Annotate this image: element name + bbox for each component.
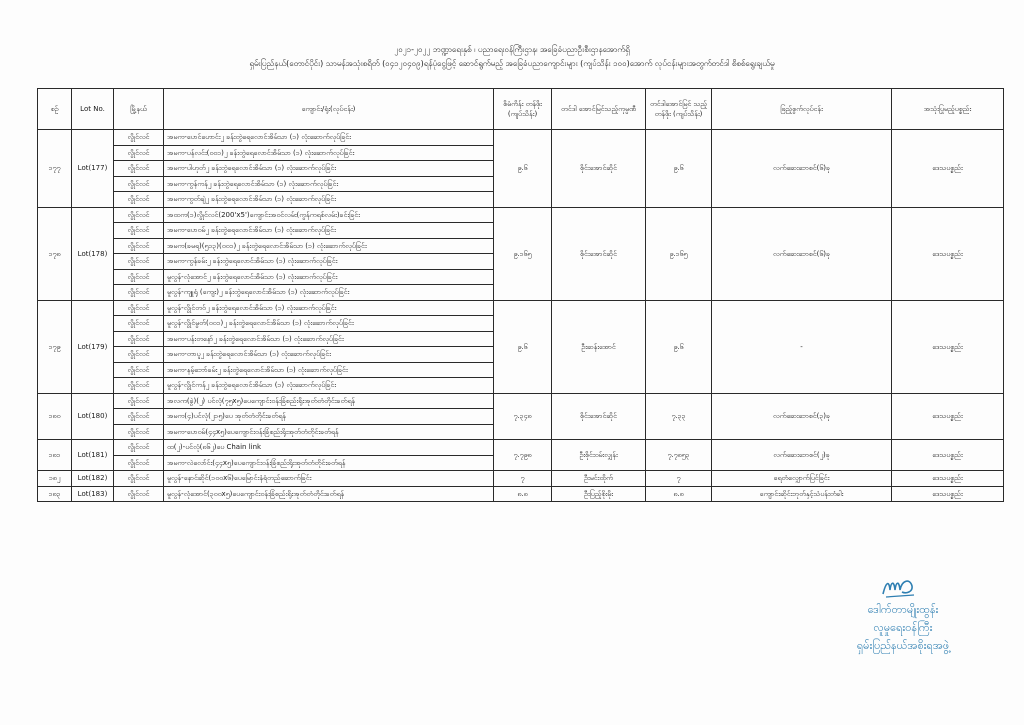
cell-no: ၁၇၉	[38, 300, 72, 393]
cell-work: မူလွန်-လွိုင်တဝ်၂ ခန်းတွဲရေလောင်အိမ်သာ (၁) လုံးဆောက်လုပ်ခြင်း	[164, 300, 494, 316]
cell-winning-value: ၉.၆	[646, 130, 712, 208]
cell-township: လွိုင်လင်	[114, 130, 164, 146]
cell-township: လွိုင်လင်	[114, 223, 164, 239]
cell-work-type: ကျောင်းဆိုင်းဘုတ်နှင့်သံပန်းတံခါး	[712, 486, 892, 502]
cell-township: လွိုင်လင်	[114, 300, 164, 316]
table-body	[38, 130, 1004, 502]
cell-work: မူလွန်-လုံအောင်(၃၀၀x၅)ပေကျောင်းဝန်းခြံစည်းရိုးအုတ်တံတိုင်းခတ်ရန်	[164, 486, 494, 502]
cell-work-type: လက်ဆေးဘေစင်(၆)ခု	[712, 130, 892, 208]
cell-work: အမက-ပါဟုတ်၂ ခန်းတွဲရေလောင်အိမ်သာ (၁) လုံးဆောက်လုပ်ခြင်း	[164, 161, 494, 177]
cell-estimate: ၈.၈	[494, 486, 552, 502]
cell-township: လွိုင်လင်	[114, 161, 164, 177]
document-title-line-2: ရှမ်းပြည်နယ်(တောင်ပိုင်း) သာမန်အသုံးစရိတ် (၀၄၁၂၀၄၀၉)ရန်ပုံငွေဖြင့် ဆောင်ရွက်မည့် အခြေခံပညာကျောင်းများ (ကျပ်သိန်း ၁၀၀)အောက် လုပ်ငန်းများအတွက်တင်ဒါ စိစစ်ရွေးချယ်မှု	[249, 59, 775, 68]
cell-budget: ဒေသပစ္စည်း	[892, 207, 1004, 300]
cell-winning-value: ၉.၁၆၅	[646, 207, 712, 300]
cell-no: ၁၈၀	[38, 393, 72, 440]
cell-estimate: ၉.၁၆၅	[494, 207, 552, 300]
cell-township: လွိုင်လင်	[114, 254, 164, 270]
cell-lot: Lot(179)	[72, 300, 114, 393]
cell-lot: Lot(183)	[72, 486, 114, 502]
column-header-work: ကျောင်း/ရုံး(လုပ်ငန်း)	[164, 89, 494, 130]
column-header-budget: အသုံးပြုမည့်ပစ္စည်း	[892, 89, 1004, 130]
cell-township: လွိုင်လင်	[114, 331, 164, 347]
cell-budget: ဒေသပစ္စည်း	[892, 486, 1004, 502]
column-header-winner: တင်ဒါ အောင်မြင်သည့်ကုမ္ပဏီ	[552, 89, 646, 130]
cell-no: ၁၇၇	[38, 130, 72, 208]
cell-no: ၁၈၃	[38, 486, 72, 502]
cell-estimate: ၇.၇၉၈	[494, 440, 552, 471]
table-row	[38, 486, 1004, 502]
cell-work: အမက(ခမရ)(၅၁၃)(၀၀၁)၂ ခန်းတွဲရေလောင်အိမ်သာ (၁) လုံးဆောက်လုပ်ခြင်း	[164, 238, 494, 254]
cell-lot: Lot(177)	[72, 130, 114, 208]
table-row	[38, 300, 1004, 316]
cell-township: လွိုင်လင်	[114, 378, 164, 394]
cell-township: လွိုင်လင်	[114, 409, 164, 425]
cell-township: လွိုင်လင်	[114, 455, 164, 471]
cell-work: အမက-တာပူ၂ ခန်းတွဲရေလောင်အိမ်သာ (၁) လုံးဆောက်လုပ်ခြင်း	[164, 347, 494, 363]
table-row	[38, 130, 1004, 146]
cell-township: လွိုင်လင်	[114, 362, 164, 378]
cell-township: လွိုင်လင်	[114, 393, 164, 409]
cell-work: အမက-ပောဝမ်၂ ခန်းတွဲရေလောင်အိမ်သာ (၁) လုံးဆောက်လုပ်ခြင်း	[164, 223, 494, 239]
cell-lot: Lot(180)	[72, 393, 114, 440]
cell-budget: ဒေသပစ္စည်း	[892, 440, 1004, 471]
cell-winning-value: ၈.၈	[646, 486, 712, 502]
cell-work: အမက-ပန်လင်း(၀၀၁)၂ ခန်းတွဲရေလောင်အိမ်သာ (၁) လုံးဆောက်လုပ်ခြင်း	[164, 145, 494, 161]
cell-township: လွိုင်လင်	[114, 269, 164, 285]
cell-work-type: -	[712, 300, 892, 393]
column-header-estimate: စိမံကိန်း တန်ဖိုး (ကျပ်သိန်း)	[494, 89, 552, 130]
cell-work: မူလွန်-နောင်ဆိုင်(၁၀၀x၆)ပေမြောင်းနံရံတည်ဆောက်ခြင်း	[164, 471, 494, 487]
cell-work: မူလွန်-လုံအောင်၂ ခန်းတွဲရေလောင်အိမ်သာ (၁) လုံးဆောက်လုပ်ခြင်း	[164, 269, 494, 285]
cell-estimate: ၇	[494, 471, 552, 487]
cell-no: ၁၈၁	[38, 440, 72, 471]
cell-estimate: ၉.၆	[494, 300, 552, 393]
signatory-title: လူမှုရေးဝန်ကြီး	[873, 621, 933, 634]
cell-township: လွိုင်လင်	[114, 347, 164, 363]
cell-township: လွိုင်လင်	[114, 238, 164, 254]
cell-township: လွိုင်လင်	[114, 176, 164, 192]
cell-township: လွိုင်လင်	[114, 316, 164, 332]
document-title-line-1: ၂၀၂၁-၂၀၂၂ ဘဏ္ဍာရေးနှစ် ၊ ပညာရေးဝန်ကြီးဌာန၊ အခြေခံပညာဦးစီးဌာနအောက်ရှိ	[394, 45, 630, 54]
cell-work: အမက-နမ့်ဘော်ခမ်း၂ ခန်းတွဲရေလောင်အိမ်သာ (၁) လုံးဆောက်လုပ်ခြင်း	[164, 362, 494, 378]
signatory-name: ဒေါက်တာမျိုးထွန်း	[867, 603, 939, 616]
cell-lot: Lot(178)	[72, 207, 114, 300]
cell-winner: ဦးမင်းထိုက်	[552, 471, 646, 487]
cell-work: ထ(၂)-ပင်လုံ(၈၆၂)ပေ Chain link	[164, 440, 494, 456]
cell-township: လွိုင်လင်	[114, 471, 164, 487]
cell-budget: ဒေသပစ္စည်း	[892, 130, 1004, 208]
cell-no: ၁၇၈	[38, 207, 72, 300]
cell-township: လွိုင်လင်	[114, 145, 164, 161]
tender-results-table	[37, 88, 1004, 502]
cell-winner: ဦးဆန်းအောင်	[552, 300, 646, 393]
cell-winner: ဦးစိုင်းဝမ်းလျှန်း	[552, 440, 646, 471]
cell-estimate: ၇.၃၄၈	[494, 393, 552, 440]
cell-township: လွိုင်လင်	[114, 192, 164, 208]
column-header-work-type: ဖြည့်စွက်လုပ်ငန်း	[712, 89, 892, 130]
table-row	[38, 440, 1004, 456]
cell-winning-value: ၇.၃၃	[646, 393, 712, 440]
cell-work: မူလွန်-လွိုင်ကန်၂ ခန်းတွဲရေလောင်အိမ်သာ (၁) လုံးဆောက်လုပ်ခြင်း	[164, 378, 494, 394]
cell-work: အမက-ကွတ်ချဲ၂ ခန်းတွဲရေလောင်အိမ်သာ (၁) လုံးဆောက်လုပ်ခြင်း	[164, 192, 494, 208]
cell-work-type: လက်ဆေးဘေစင်(၂)ခု	[712, 440, 892, 471]
signature-icon	[880, 576, 920, 600]
table-row	[38, 207, 1004, 223]
cell-work: အမက-ကွန်ကန်၂ ခန်းတွဲရေလောင်အိမ်သာ (၁) လုံးဆောက်လုပ်ခြင်း	[164, 176, 494, 192]
cell-township: လွိုင်လင်	[114, 207, 164, 223]
cell-work: အမက(၄)ပင်လုံ(၂၁၅)ပေ အုတ်တံတိုင်းခတ်ရန်	[164, 409, 494, 425]
cell-work: မူလွန်-ကျူရုံ (ကျေး)၂ ခန်းတွဲရေလောင်အိမ်သာ (၁) လုံးဆောက်လုပ်ခြင်း	[164, 285, 494, 301]
cell-winning-value: ၉.၆	[646, 300, 712, 393]
cell-lot: Lot(182)	[72, 471, 114, 487]
signatory-organization: ရှမ်းပြည်နယ်အစိုးရအဖွဲ့	[856, 639, 950, 652]
cell-work: အမက-ပန်းတနော်၂ ခန်းတွဲရေလောင်အိမ်သာ (၁) လုံးဆောက်လုပ်ခြင်း	[164, 331, 494, 347]
cell-budget: ဒေသပစ္စည်း	[892, 393, 1004, 440]
cell-winning-value: ၇	[646, 471, 712, 487]
cell-lot: Lot(181)	[72, 440, 114, 471]
column-header-no: စဉ်	[38, 89, 72, 130]
cell-township: လွိုင်လင်	[114, 440, 164, 456]
cell-no: ၁၈၂	[38, 471, 72, 487]
cell-work-type: လက်ဆေးဘေစင်(၃)ခု	[712, 393, 892, 440]
cell-work: အလက(ခွဲ)(၂) ပင်လုံ(၇၅x၅)ပေကျောင်းဝန်းခြံစည်းရိုးအုတ်တံတိုင်းခတ်ရန်	[164, 393, 494, 409]
cell-township: လွိုင်လင်	[114, 424, 164, 440]
cell-budget: ဒေသပစ္စည်း	[892, 471, 1004, 487]
cell-work: အမက-ကွန်ခမ်း၂ ခန်းတွဲရေလောင်အိမ်သာ (၁) လုံးဆောက်လုပ်ခြင်း	[164, 254, 494, 270]
cell-work: မူလွန်-လွိုင်မွတ်(၀၀၁)၂ ခန်းတွဲရေလောင်အိမ်သာ (၁) လုံးဆောက်လုပ်ခြင်း	[164, 316, 494, 332]
cell-winner: စိုင်းအောင်ဆိုင်	[552, 393, 646, 440]
cell-work: အထက(၁)လွိုင်လင်(200'x5')ကျောင်းအဝင်လမ်း(ကွန်ကရစ်လမ်း)ခင်းခြင်း	[164, 207, 494, 223]
table-row	[38, 393, 1004, 409]
cell-winning-value: ၇.၇၈၅၃	[646, 440, 712, 471]
cell-winner: စိုင်းအောင်ဆိုင်	[552, 130, 646, 208]
column-header-winning-value: တင်ဒါအောင်မြင် သည့်တန်ဖိုး (ကျပ်သိန်း)	[646, 89, 712, 130]
cell-winner: ဦးပြည့်စိုးမိုး	[552, 486, 646, 502]
table-header-row	[38, 89, 1004, 130]
cell-work: အမက-ပောင်ဟောင်း၂ ခန်းတွဲရေလောင်အိမ်သာ (၁) လုံးဆောက်လုပ်ခြင်း	[164, 130, 494, 146]
table-row	[38, 471, 1004, 487]
column-header-lot: Lot No.	[72, 89, 114, 130]
cell-work-type: ရေတံလျှောက်ပြင်ခြင်း	[712, 471, 892, 487]
cell-township: လွိုင်လင်	[114, 285, 164, 301]
cell-work-type: လက်ဆေးဘေစင်(၆)ခု	[712, 207, 892, 300]
cell-budget: ဒေသပစ္စည်း	[892, 300, 1004, 393]
cell-township: လွိုင်လင်	[114, 486, 164, 502]
cell-work: အမက-လဲလော်င်း(၄၄x၅)ပေကျောင်းဝန်းခြံစည်းရိုးအုတ်တံတိုင်းခတ်ရန်	[164, 455, 494, 471]
cell-work: အမက-ပောဝမ်(၄၄x၅)ပေကျောင်းဝန်းခြံစည်းရိုးအုတ်တံတိုင်းခတ်ရန်	[164, 424, 494, 440]
column-header-township: မြို့နယ်	[114, 89, 164, 130]
cell-winner: စိုင်းအောင်ဆိုင်	[552, 207, 646, 300]
cell-estimate: ၉.၆	[494, 130, 552, 208]
